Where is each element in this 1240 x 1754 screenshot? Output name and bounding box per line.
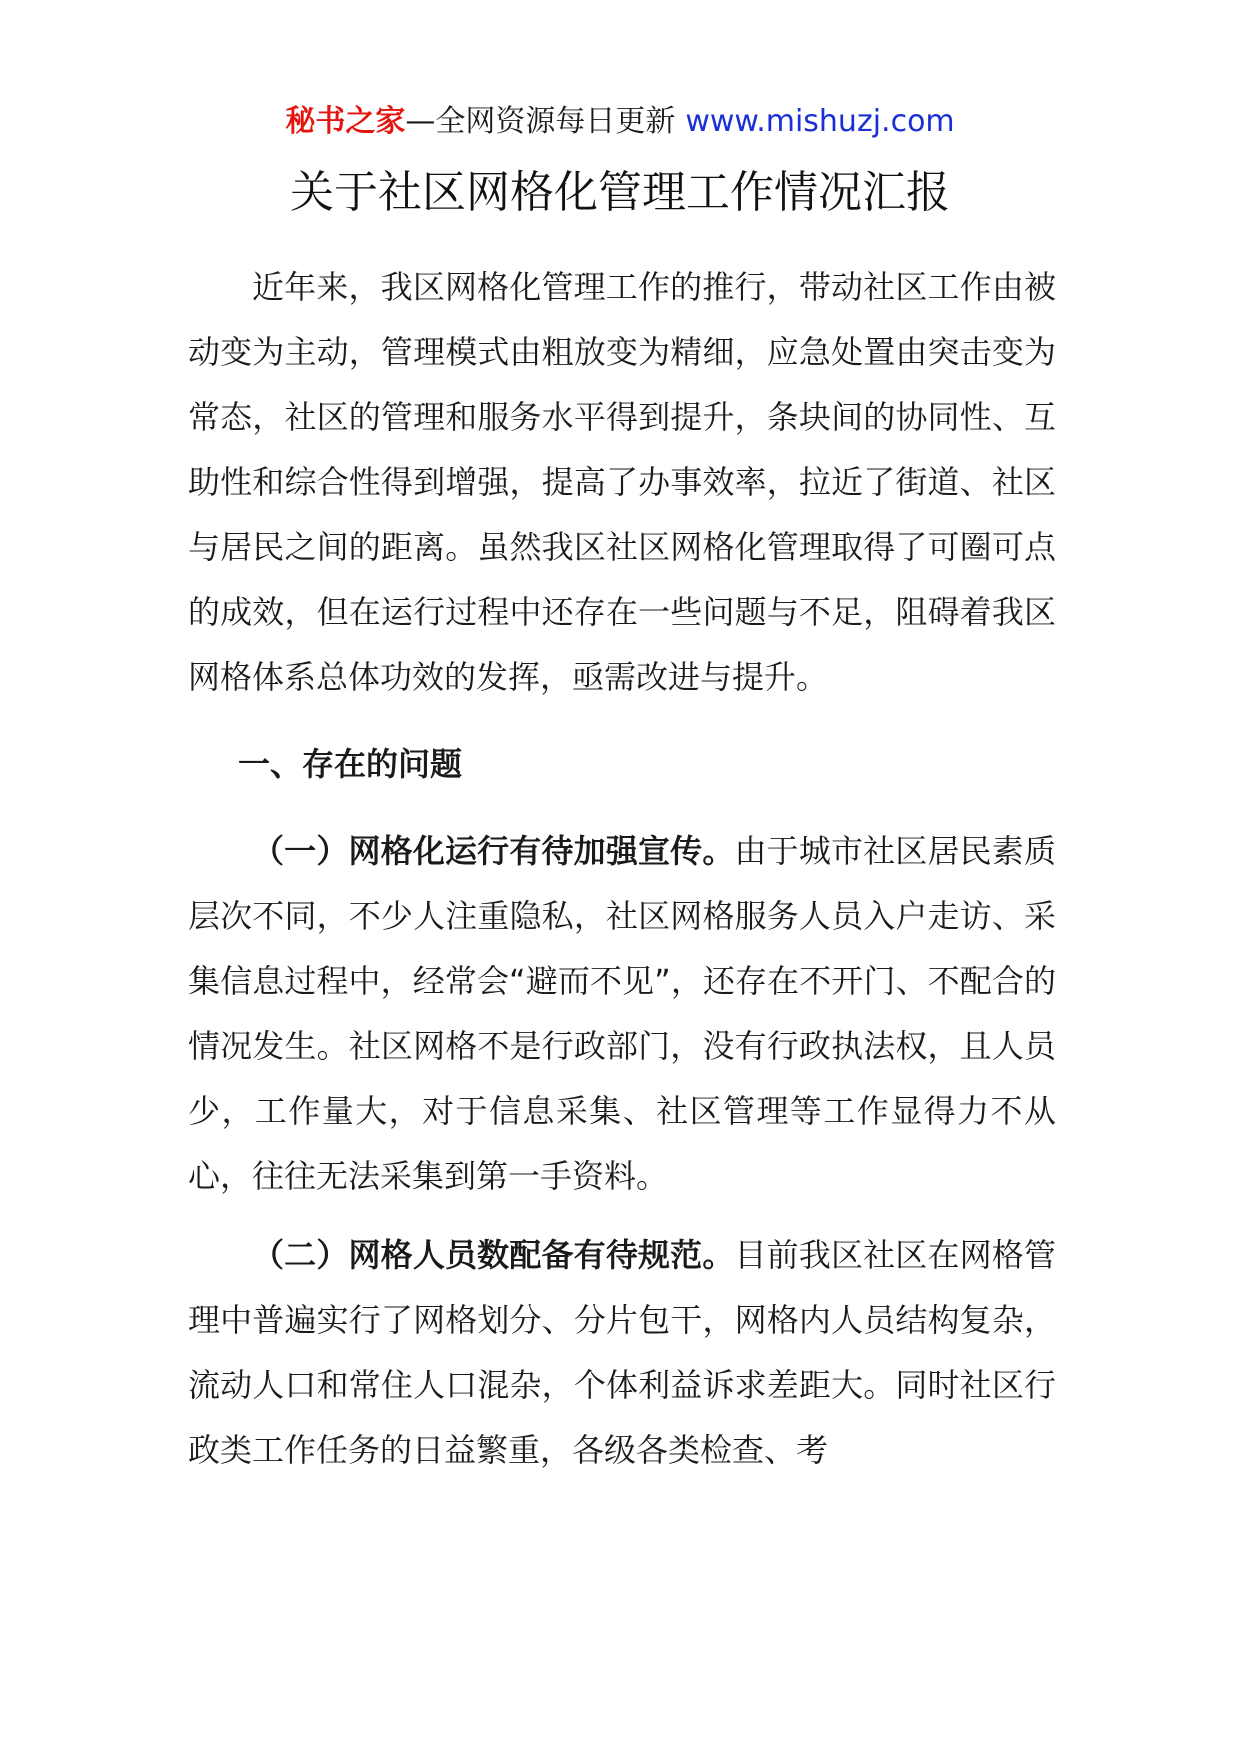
intro-paragraph: 近年来，我区网格化管理工作的推行，带动社区工作由被动变为主动，管理模式由粗放变为精细，应急处置由突击变为常态，社区的管理和服务水平得到提升，条块间的协同性、互助性和综合性得到增强，提高了办事效率，拉近了街道、社区与居民之间的距离。虽然我区社区网格化管理取得了可圈可点的成效，但在运行过程中还存在一些问题与不足，阻碍着我区网格体系总体功效的发挥，亟需改进与提升。 [188, 268, 1056, 696]
problem-item-2-body: 目前我区社区在网格管理中普遍实行了网格划分、分片包干，网格内人员结构复杂，流动人口和常住人口混杂，个体利益诉求差距大。同时社区行政类工作任务的日益繁重，各级各类检查、考 [188, 1236, 1056, 1469]
problem-item-2 [188, 1223, 1056, 1483]
problem-item-1 [188, 819, 1056, 1209]
document-title: 关于社区网格化管理工作情况汇报 [290, 167, 950, 218]
problem-item-2-lead: （二）网格人员数配备有待规范。 [252, 1236, 735, 1274]
problem-item-1-body: 由于城市社区居民素质层次不同，不少人注重隐私，社区网格服务人员入户走访、采集信息过程中，经常会“避而不见”，还存在不开门、不配合的情况发生。社区网格不是行政部门，没有行政执法权，且人员少，工作量大，对于信息采集、社区管理等工作显得力不从心，往往无法采集到第一手资料。 [188, 832, 1056, 1195]
site-brand: 秘书之家 [285, 104, 406, 139]
site-tagline: —全网资源每日更新 [405, 104, 676, 139]
section-heading-problems: 一、存在的问题 [238, 745, 463, 783]
paragraph-gap [188, 805, 1056, 819]
document-body [188, 255, 1056, 1483]
paragraph-gap [188, 1209, 1056, 1223]
paragraph-gap [188, 710, 1056, 724]
site-url-link[interactable]: www.mishuzj.com [685, 104, 955, 139]
problem-item-1-lead: （一）网格化运行有待加强宣传。 [252, 832, 735, 870]
site-header [0, 100, 1240, 144]
